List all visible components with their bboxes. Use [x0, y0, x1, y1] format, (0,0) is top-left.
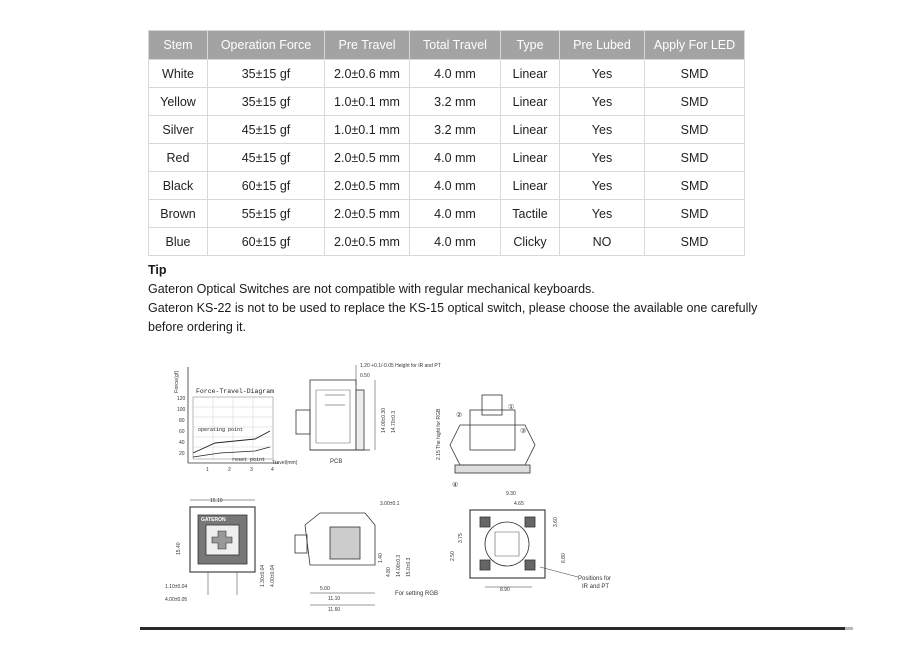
table-cell: 4.0 mm	[410, 200, 501, 228]
callout: ①	[508, 404, 515, 411]
switch-technical-drawing	[160, 355, 640, 620]
table-cell: Yes	[560, 60, 645, 88]
table-cell: SMD	[645, 60, 745, 88]
header-cell: Pre Travel	[325, 31, 410, 60]
tip-line: Gateron KS-22 is not to be used to replace the KS-15 optical switch, please choose the available one carefully	[148, 301, 758, 315]
table-row	[149, 172, 745, 200]
table-cell: 4.0 mm	[410, 228, 501, 256]
positions-note: IR and PT	[582, 584, 610, 590]
header-cell: Operation Force	[208, 31, 325, 60]
header-cell: Stem	[149, 31, 208, 60]
table-cell: 55±15 gf	[208, 200, 325, 228]
table-cell: SMD	[645, 228, 745, 256]
force-tick: 80	[179, 418, 185, 424]
tip-line: Gateron Optical Switches are not compatible with regular mechanical keyboards.	[148, 282, 595, 296]
dim-label: 11.10	[328, 596, 341, 602]
table-cell: Clicky	[501, 228, 560, 256]
travel-tick: 3	[250, 467, 253, 473]
dim-label: 2.50	[450, 551, 456, 561]
travel-tick: 2	[228, 467, 231, 473]
force-axis-label: Force(gf)	[174, 370, 180, 393]
table-cell: 2.0±0.5 mm	[325, 200, 410, 228]
table-cell: 35±15 gf	[208, 88, 325, 116]
dim-label: 15.0±0.3	[406, 557, 412, 577]
dim-label: 1.30±0.04	[260, 564, 266, 587]
dim-label: 4.80	[386, 567, 392, 577]
switch-top-view	[165, 498, 276, 603]
force-tick: 60	[179, 429, 185, 435]
table-cell: 35±15 gf	[208, 60, 325, 88]
dim-label: 5.00	[320, 586, 330, 592]
tip-title: Tip	[148, 263, 167, 277]
table-cell: Yes	[560, 116, 645, 144]
table-cell: Linear	[501, 144, 560, 172]
table-cell: Yellow	[149, 88, 208, 116]
table-cell: 4.0 mm	[410, 172, 501, 200]
table-cell: 2.0±0.5 mm	[325, 172, 410, 200]
table-cell: Red	[149, 144, 208, 172]
table-cell: Black	[149, 172, 208, 200]
table-cell: Linear	[501, 88, 560, 116]
table-cell: 2.0±0.5 mm	[325, 228, 410, 256]
table-header-row	[149, 31, 745, 60]
dim-label: 1.10±0.04	[165, 584, 188, 590]
table-cell: Yes	[560, 144, 645, 172]
dim-label: 2.15 The hight for RGB	[436, 408, 442, 460]
table-cell: 4.0 mm	[410, 60, 501, 88]
dim-label: 15.10	[210, 498, 223, 504]
travel-tick: 1	[206, 467, 209, 473]
force-tick: 120	[177, 396, 186, 402]
force-tick: 20	[179, 451, 185, 457]
dim-label: 14.70±0.3	[391, 410, 397, 433]
table-cell: White	[149, 60, 208, 88]
table-cell: 45±15 gf	[208, 144, 325, 172]
pcb-label: PCB	[330, 459, 343, 465]
header-cell: Pre Lubed	[560, 31, 645, 60]
force-tick: 100	[177, 407, 186, 413]
table-cell: Linear	[501, 116, 560, 144]
table-row	[149, 116, 745, 144]
table-cell: SMD	[645, 144, 745, 172]
scroll-progress-bar	[140, 627, 845, 630]
table-row	[149, 60, 745, 88]
switch-spec-table	[148, 30, 745, 256]
reset-point-label: reset point	[232, 457, 266, 463]
table-cell: Yes	[560, 88, 645, 116]
table-cell: Blue	[149, 228, 208, 256]
table-row	[149, 144, 745, 172]
switch-bottom-view	[450, 491, 611, 593]
scroll-progress-track	[845, 627, 853, 630]
diagram-title: Force-Travel-Diagram	[196, 388, 275, 395]
table-cell: NO	[560, 228, 645, 256]
gateron-logo: GATERON	[201, 517, 226, 523]
table-cell: Yes	[560, 200, 645, 228]
table-cell: 60±15 gf	[208, 172, 325, 200]
table-cell: 2.0±0.5 mm	[325, 144, 410, 172]
table-cell: Linear	[501, 172, 560, 200]
table-cell: SMD	[645, 116, 745, 144]
positions-note: Positions for	[578, 576, 612, 582]
dim-label: 3.75	[458, 533, 464, 543]
operating-point-label: operating point	[198, 427, 244, 433]
dim-label: 1.40	[378, 553, 384, 563]
dim-label: 9.30	[506, 491, 516, 497]
force-tick: 40	[179, 440, 185, 446]
table-cell: Silver	[149, 116, 208, 144]
header-cell: Type	[501, 31, 560, 60]
table-cell: 4.0 mm	[410, 144, 501, 172]
dim-label: 4.00±0.05	[165, 597, 188, 603]
header-cell: Total Travel	[410, 31, 501, 60]
switch-mounted-view	[436, 395, 535, 489]
height-note: 1.20 +0.1/-0.05 Height for IR and PT	[360, 363, 441, 369]
table-cell: 1.0±0.1 mm	[325, 116, 410, 144]
rgb-note: For setting RGB	[395, 591, 439, 597]
table-cell: SMD	[645, 88, 745, 116]
dim-label: 14.00±0.30	[381, 408, 387, 433]
dim-label: 8.90	[500, 587, 510, 593]
callout: ②	[456, 412, 463, 419]
dim-label: 0.50	[360, 373, 370, 379]
dim-label: 3.60	[553, 517, 559, 527]
dim-label: 14.00±0.3	[396, 554, 402, 577]
table-cell: 1.0±0.1 mm	[325, 88, 410, 116]
table-cell: SMD	[645, 172, 745, 200]
dim-label: 6.80	[561, 553, 567, 563]
table-cell: Linear	[501, 60, 560, 88]
table-row	[149, 228, 745, 256]
table-cell: 2.0±0.6 mm	[325, 60, 410, 88]
dim-label: 4.65	[514, 501, 524, 507]
table-cell: 3.2 mm	[410, 88, 501, 116]
table-cell: 60±15 gf	[208, 228, 325, 256]
table-row	[149, 88, 745, 116]
table-cell: Brown	[149, 200, 208, 228]
switch-front-view	[295, 501, 438, 613]
dim-label: 3.00±0.1	[380, 501, 400, 507]
dim-label: 11.60	[328, 607, 341, 613]
callout: ④	[452, 482, 459, 489]
table-row	[149, 200, 745, 228]
travel-tick: 4	[271, 467, 274, 473]
table-cell: Yes	[560, 172, 645, 200]
tip-line: before ordering it.	[148, 320, 246, 334]
header-cell: Apply For LED	[645, 31, 745, 60]
travel-axis-label: Travel(mm)	[272, 460, 298, 466]
table-cell: 3.2 mm	[410, 116, 501, 144]
callout: ③	[520, 428, 527, 435]
table-cell: 45±15 gf	[208, 116, 325, 144]
force-travel-diagram	[174, 367, 298, 473]
dim-label: 4.00±0.04	[270, 564, 276, 587]
table-cell: SMD	[645, 200, 745, 228]
table-cell: Tactile	[501, 200, 560, 228]
switch-side-view	[296, 363, 441, 465]
dim-label: 15.40	[176, 542, 182, 555]
